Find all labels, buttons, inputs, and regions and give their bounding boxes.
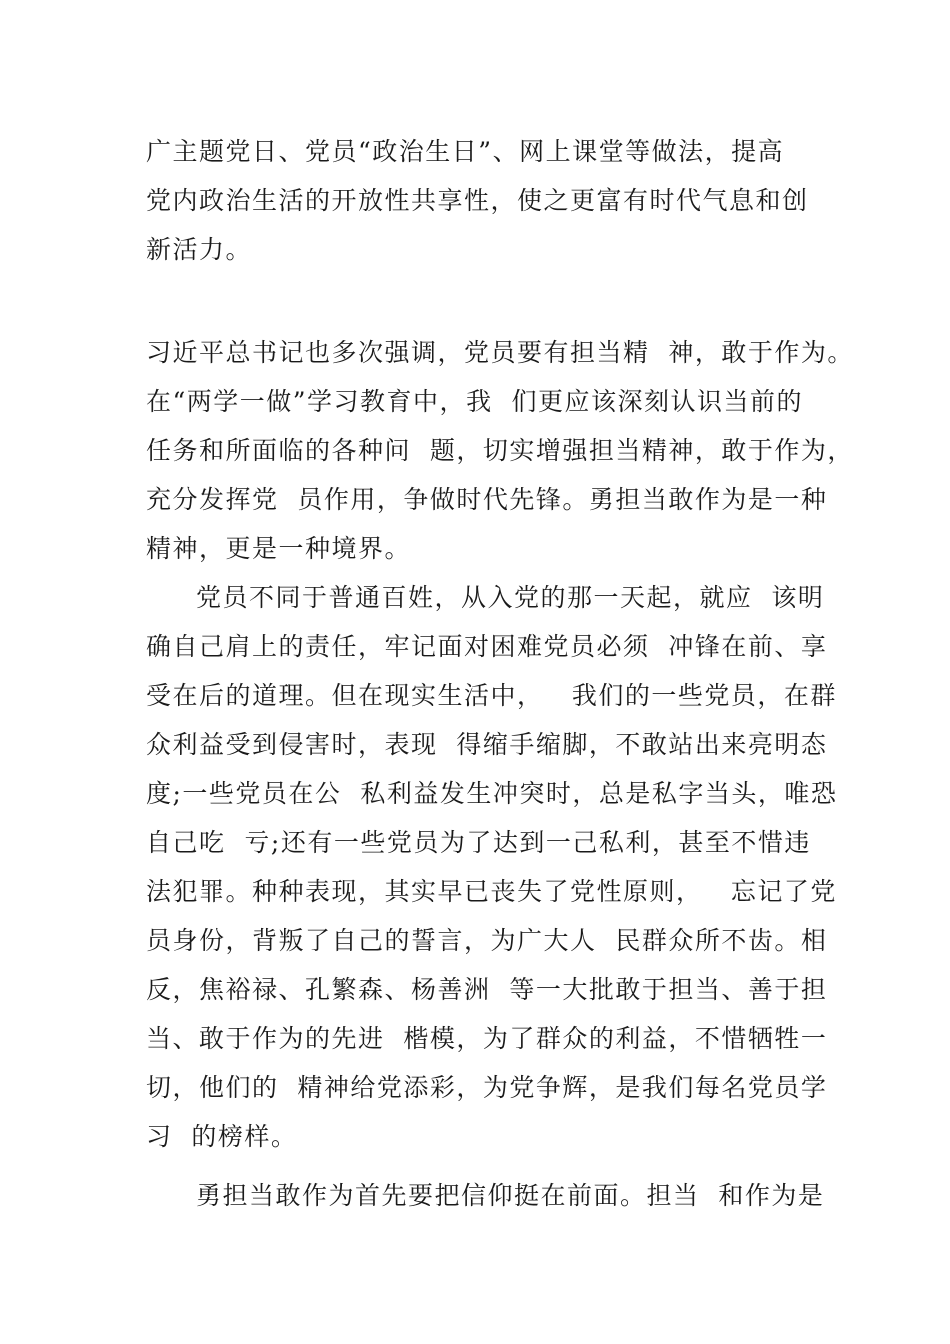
text-line: 习近平总书记也多次强调，党员要有担当精 神，敢于作为。 (146, 338, 854, 367)
text-line: 自己吃 亏;还有一些党员为了达到一己私利，甚至不惜违 (146, 828, 811, 857)
text-line: 党内政治生活的开放性共享性，使之更富有时代气息和创 (146, 186, 809, 215)
text-line: 众利益受到侵害时，表现 得缩手缩脚，不敢站出来亮明态 (146, 730, 828, 759)
paragraph-first-line: 勇担当敢作为首先要把信仰挺在前面。担当 和作为是 (196, 1181, 825, 1210)
text-line: 新活力。 (146, 235, 253, 264)
text-line: 习 的榜样。 (146, 1122, 298, 1151)
text-line: 度;一些党员在公 私利益发生冲突时，总是私字当头，唯恐 (146, 779, 838, 808)
text-line: 广主题党日、党员“政治生日”、网上课堂等做法，提高 (146, 137, 785, 166)
text-line: 精神，更是一种境界。 (146, 534, 412, 563)
text-line: 在“两学一做”学习教育中，我 们更应该深刻认识当前的 (146, 387, 803, 416)
text-line: 切，他们的 精神给党添彩，为党争辉，是我们每名党员学 (146, 1073, 828, 1102)
paragraph-first-line: 党员不同于普通百姓，从入党的那一天起，就应 该明 (196, 583, 825, 612)
text-line: 反，焦裕禄、孔繁森、杨善洲 等一大批敢于担当、善于担 (146, 975, 828, 1004)
text-line: 员身份，背叛了自己的誓言，为广大人 民群众所不齿。相 (146, 926, 828, 955)
text-line: 当、敢于作为的先进 楷模，为了群众的利益，不惜牺牲一 (146, 1024, 828, 1053)
text-line: 确自己肩上的责任，牢记面对困难党员必须 冲锋在前、享 (146, 632, 828, 661)
text-line: 充分发挥党 员作用，争做时代先锋。勇担当敢作为是一种 (146, 485, 828, 514)
text-line: 任务和所面临的各种问 题，切实增强担当精神，敢于作为， (146, 436, 854, 465)
text-line: 法犯罪。种种表现，其实早已丧失了党性原则， 忘记了党 (146, 877, 837, 906)
text-line: 受在后的道理。但在现实生活中， 我们的一些党员，在群 (146, 681, 837, 710)
